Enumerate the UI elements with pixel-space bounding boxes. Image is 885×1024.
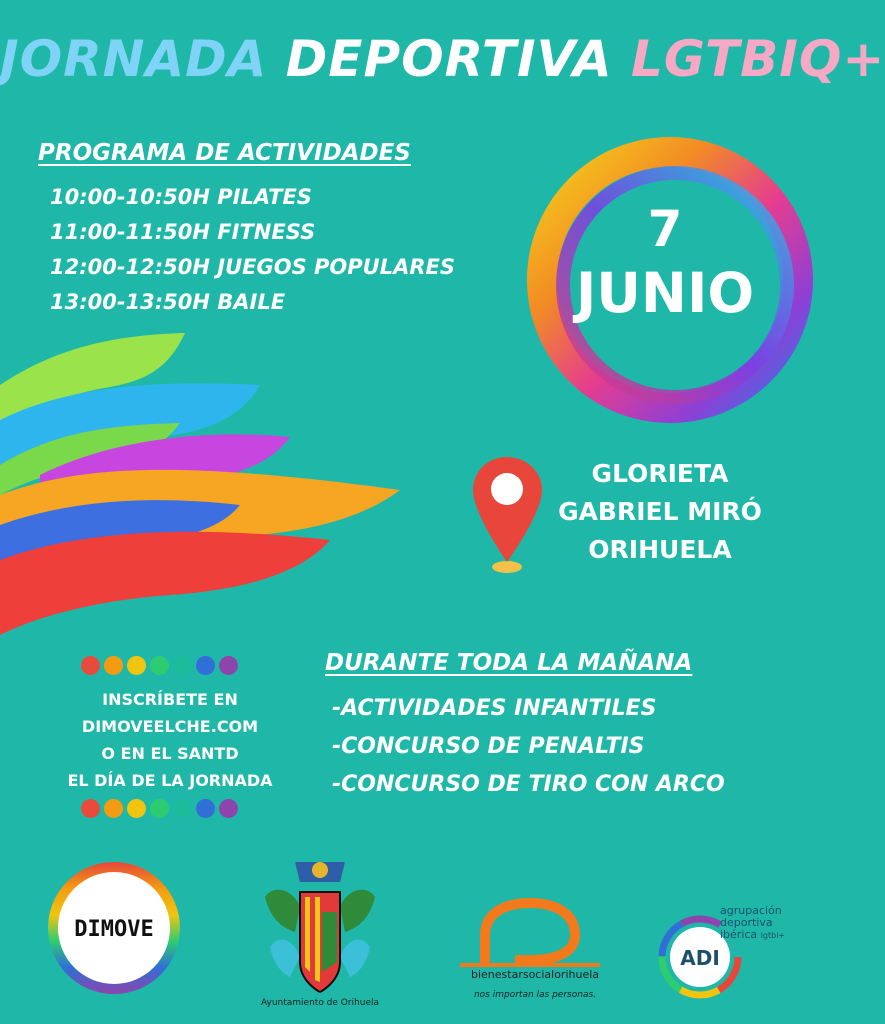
inscription-line: O EN EL SANTD	[101, 744, 239, 763]
title-lgtbiq: LGTBIQ+	[630, 30, 885, 88]
title-jornada: JORNADA	[0, 30, 268, 88]
rainbow-dot	[81, 656, 100, 675]
rainbow-dot	[81, 799, 100, 818]
durante-item: -CONCURSO DE TIRO CON ARCO	[332, 772, 725, 797]
rainbow-dot	[219, 656, 238, 675]
adi-line: deportiva	[720, 916, 773, 929]
location-line: GABRIEL MIRÓ	[558, 497, 762, 526]
rainbow-dot	[150, 799, 169, 818]
durante-item: -ACTIVIDADES INFANTILES	[332, 696, 657, 721]
bienestar-tagline: nos importan las personas.	[473, 990, 597, 1000]
date-month: JUNIO	[575, 261, 755, 325]
ayuntamiento-label: Ayuntamiento de Orihuela	[260, 998, 380, 1008]
adi-line: agrupación	[720, 904, 782, 917]
programa-item: 12:00-12:50H JUEGOS POPULARES	[50, 255, 455, 279]
rainbow-dot	[127, 656, 146, 675]
location-line: GLORIETA	[591, 459, 729, 488]
adi-logo-text: ADI	[680, 946, 720, 970]
inscription-line: INSCRÍBETE EN	[102, 690, 238, 709]
event-date	[560, 200, 770, 328]
event-title	[0, 30, 885, 88]
programa-item: 13:00-13:50H BAILE	[50, 290, 286, 314]
rainbow-dots-bottom	[81, 799, 238, 818]
programa-list	[50, 180, 455, 320]
rainbow-dot	[150, 656, 169, 675]
rainbow-dot	[196, 799, 215, 818]
inscription-info	[20, 686, 320, 794]
programa-item: 10:00-10:50H PILATES	[50, 185, 312, 209]
adi-line-tag: lgtbi+	[760, 931, 786, 940]
durante-list	[332, 690, 725, 804]
bienestar-label: bienestarsocialorihuela	[470, 968, 600, 981]
rainbow-dot	[104, 656, 123, 675]
programa-heading: PROGRAMA DE ACTIVIDADES	[38, 140, 411, 166]
rainbow-dot	[104, 799, 123, 818]
rainbow-dot	[173, 656, 192, 675]
rainbow-dot	[173, 799, 192, 818]
rainbow-dots-top	[81, 656, 238, 675]
dimove-logo	[44, 858, 184, 998]
dimove-logo-text: DIMOVE	[74, 917, 154, 942]
rainbow-dot	[127, 799, 146, 818]
adi-line	[720, 929, 815, 942]
adi-text	[720, 905, 815, 942]
inscription-line: EL DÍA DE LA JORNADA	[67, 771, 273, 790]
rainbow-dot	[219, 799, 238, 818]
event-location	[530, 455, 790, 569]
date-day: 7	[647, 200, 683, 258]
title-deportiva: DEPORTIVA	[285, 30, 613, 88]
inscription-line: DIMOVEELCHE.COM	[81, 717, 259, 736]
adi-line-word: ibérica	[720, 928, 758, 941]
location-line: ORIHUELA	[588, 535, 732, 564]
ayuntamiento-crest-icon	[255, 852, 385, 1012]
rainbow-ribbons-icon	[0, 325, 410, 645]
rainbow-dot	[196, 656, 215, 675]
programa-item: 11:00-11:50H FITNESS	[50, 220, 316, 244]
durante-item: -CONCURSO DE PENALTIS	[332, 734, 645, 759]
durante-heading: DURANTE TODA LA MAÑANA	[325, 650, 693, 676]
